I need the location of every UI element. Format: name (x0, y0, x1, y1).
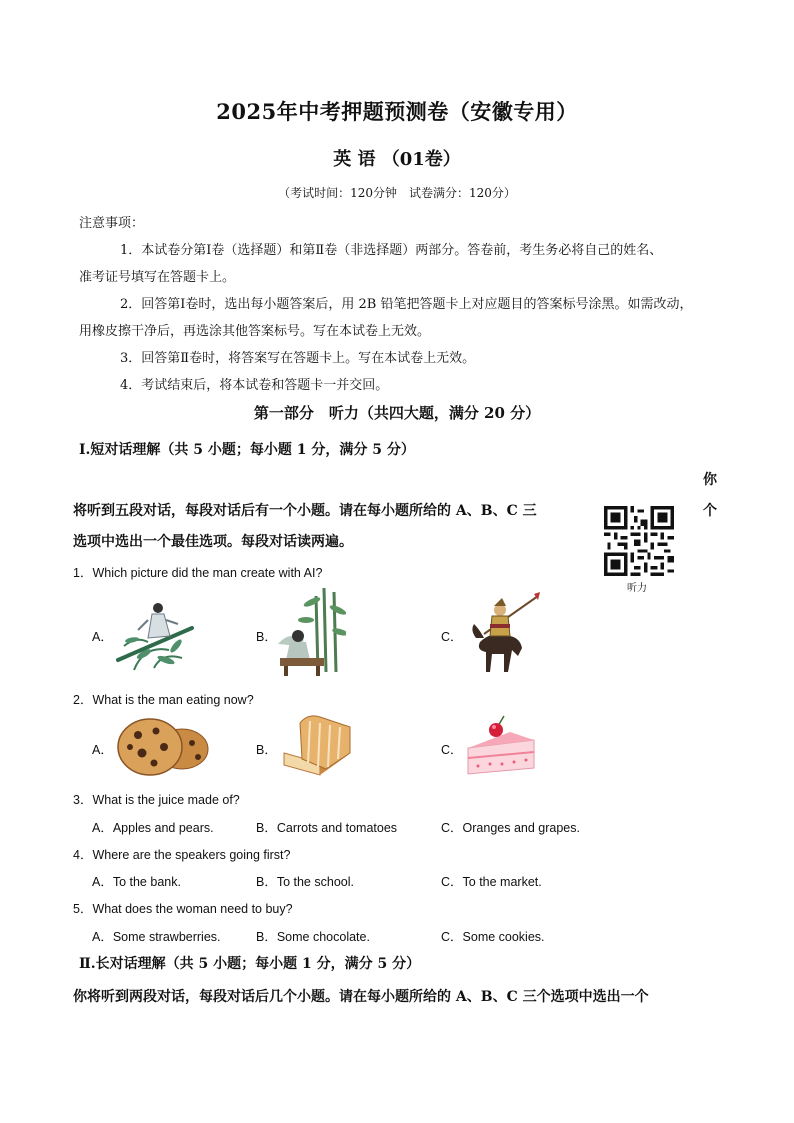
question-4-text: 4．Where are the speakers going first? (73, 848, 291, 862)
notes-item1-line2: 准考证号填写在答题卡上。 (79, 270, 236, 285)
q2-option-a-cookies-icon (114, 713, 210, 777)
q1-option-c-warrior-horse-icon (462, 590, 542, 674)
question-2-text: 2．What is the man eating now? (73, 693, 254, 707)
notes-heading: 注意事项： (79, 216, 145, 231)
question-3-text: 3．What is the juice made of? (73, 793, 240, 807)
page-subtitle: 英 语 （01卷） (333, 149, 461, 170)
q3-option-b: B．Carrots and tomatoes (256, 821, 398, 835)
part1-heading: 第一部分 听力（共四大题，满分 20 分） (253, 404, 541, 422)
q1-option-a-painting-icon (114, 590, 196, 676)
q5-option-c: C．Some cookies. (441, 930, 545, 944)
section1-heading: Ⅰ.短对话理解（共 5 小题；每小题 1 分，满分 5 分） (79, 442, 415, 458)
q5-option-b: B．Some chocolate. (256, 930, 370, 944)
q4-option-a: A．To the bank. (92, 875, 181, 889)
section1-instr-char1: 你 (703, 472, 717, 488)
qr-caption: 听力 (627, 583, 647, 594)
section1-instr-line2: 选项中选出一个最佳选项。每段对话读两遍。 (73, 534, 353, 550)
q5-option-a: A．Some strawberries. (92, 930, 221, 944)
exam-info: （考试时间：120分钟 试卷满分：120分） (278, 186, 516, 200)
q3-option-a: A．Apples and pears. (92, 821, 214, 835)
notes-item2-line1: 2．回答第Ⅰ卷时，选出每小题答案后，用 2B 铅笔把答题卡上对应题目的答案标号涂黑。如需改动， (120, 297, 693, 312)
section1-instr-char2: 个 (703, 503, 717, 519)
question-1-text: 1．Which picture did the man create with AI? (73, 566, 323, 580)
notes-item4: 4．考试结束后，将本试卷和答题卡一并交回。 (120, 378, 389, 393)
section1-instr-line1: 将听到五段对话，每段对话后有一个小题。请在每小题所给的 A、B、C 三 (73, 503, 537, 519)
notes-item2-line2: 用橡皮擦干净后，再选涂其他答案标号。写在本试卷上无效。 (79, 324, 431, 339)
q4-option-b: B．To the school. (256, 875, 354, 889)
q2-option-b-bread-icon (280, 713, 352, 777)
q1-option-c-label: C． (441, 630, 463, 644)
section2-instr-line1: 你将听到两段对话，每段对话后几个小题。请在每小题所给的 A、B、C 三个选项中选出一个 (73, 989, 649, 1005)
section2-heading: Ⅱ.长对话理解（共 5 小题；每小题 1 分，满分 5 分） (79, 956, 421, 972)
q3-option-c: C．Oranges and grapes. (441, 821, 580, 835)
q1-option-b-label: B． (256, 630, 277, 644)
q2-option-a-label: A． (92, 743, 113, 757)
notes-item3: 3．回答第Ⅱ卷时，将答案写在答题卡上。写在本试卷上无效。 (120, 351, 476, 366)
q1-option-a-label: A． (92, 630, 113, 644)
qr-code-icon[interactable] (604, 506, 674, 576)
q2-option-c-cake-icon (464, 714, 538, 778)
notes-item1-line1: 1．本试卷分第Ⅰ卷（选择题）和第Ⅱ卷（非选择题）两部分。答卷前，考生务必将自己的姓名、 (120, 243, 663, 258)
q1-option-b-painting-icon (276, 586, 346, 678)
q2-option-b-label: B． (256, 743, 277, 757)
question-5-text: 5．What does the woman need to buy? (73, 902, 293, 916)
q4-option-c: C．To the market. (441, 875, 542, 889)
page-title: 2025年中考押题预测卷（安徽专用） (216, 99, 578, 124)
q2-option-c-label: C． (441, 743, 463, 757)
